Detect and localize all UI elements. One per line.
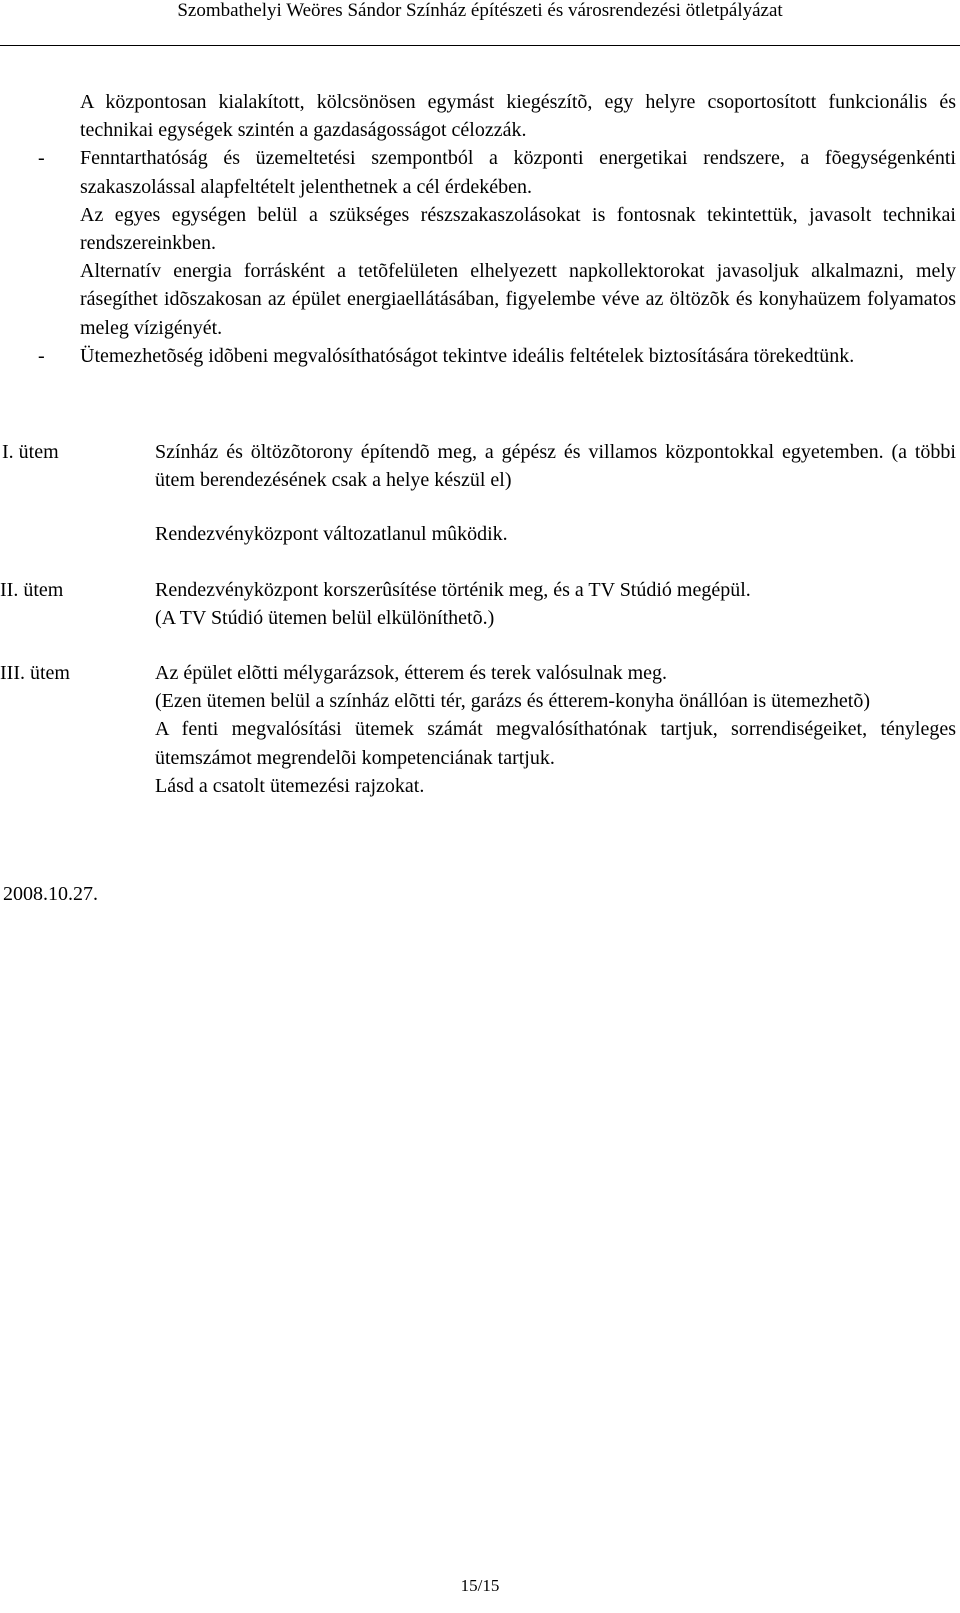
sustainability-text: Fenntarthatóság és üzemeltetési szempontból a központi energetikai rendszere, a fõegységenkénti szakaszolással alapfeltételt jelenthetnek a cél érdekében. — [80, 147, 956, 198]
stage-row-1 — [0, 438, 956, 549]
intro-paragraph: A központosan kialakított, kölcsönösen egymást kiegészítõ, egy helyre csoportosított funkcionális és technikai egységek szintén a gazdaságosságot célozzák. — [80, 91, 956, 142]
stage-note: (A TV Stúdió ütemen belül elkülöníthetõ.) — [155, 606, 495, 629]
stage-summary: A fenti megvalósítási ütemek számát megvalósíthatónak tartjuk, sorrendiségeiket, tényleges ütemszámot megrendelõi kompetenciának tartjuk. — [155, 718, 956, 769]
stage-description: Rendezvényközpont korszerûsítése történik meg, és a TV Stúdió megépül. — [155, 578, 751, 601]
subdivision-text: Az egyes egységen belül a szükséges részszakaszolásokat is fontosnak tekintettük, javasolt technikai rendszereinkben. — [80, 203, 956, 255]
list-item-sustainability — [38, 144, 956, 341]
list-item-scheduling — [38, 342, 956, 370]
header-title: Szombathelyi Weöres Sándor Színház építészeti és városrendezési ötletpályázat — [177, 0, 783, 21]
stage-row-2 — [0, 576, 956, 632]
list-dash: - — [38, 344, 45, 367]
page-number: 15/15 — [460, 1576, 500, 1595]
stage-description: Az épület elõtti mélygarázsok, étterem és terek valósulnak meg. — [155, 662, 668, 685]
list-dash: - — [38, 147, 45, 170]
stage-note: (Ezen ütemen belül a színház elõtti tér, garázs és étterem-konyha önállóan is ütemezhetõ) — [155, 690, 871, 713]
stage-label: I. ütem — [2, 441, 59, 463]
stages-section — [0, 438, 956, 800]
stage-label: III. ütem — [0, 662, 70, 685]
stage-row-3 — [0, 659, 956, 800]
solar-text: Alternatív energia forrásként a tetõfelületen elhelyezett napkollektorokat javasoljuk alkalmazni, mely rásegíthet idõszakosan az épület energiaellátásában, figyelembe véve az öltözõk és konyhaüzem folyamatos meleg vízigényét. — [80, 260, 956, 339]
stage-note: Rendezvényközpont változatlanul mûködik. — [155, 523, 508, 546]
intro-section — [38, 88, 956, 370]
stage-description: Színház és öltözõtorony építendõ meg, a gépész és villamos központokkal egyetemben. (a többi ütem berendezésének csak a helye készül el) — [155, 441, 956, 492]
scheduling-text: Ütemezhetõség idõbeni megvalósíthatóságot tekintve ideális feltételek biztosítására törekedtünk. — [80, 344, 855, 367]
stage-label: II. ütem — [0, 578, 64, 601]
stage-reference: Lásd a csatolt ütemezési rajzokat. — [155, 774, 425, 797]
page-header — [0, 0, 960, 46]
document-date: 2008.10.27. — [3, 883, 98, 905]
